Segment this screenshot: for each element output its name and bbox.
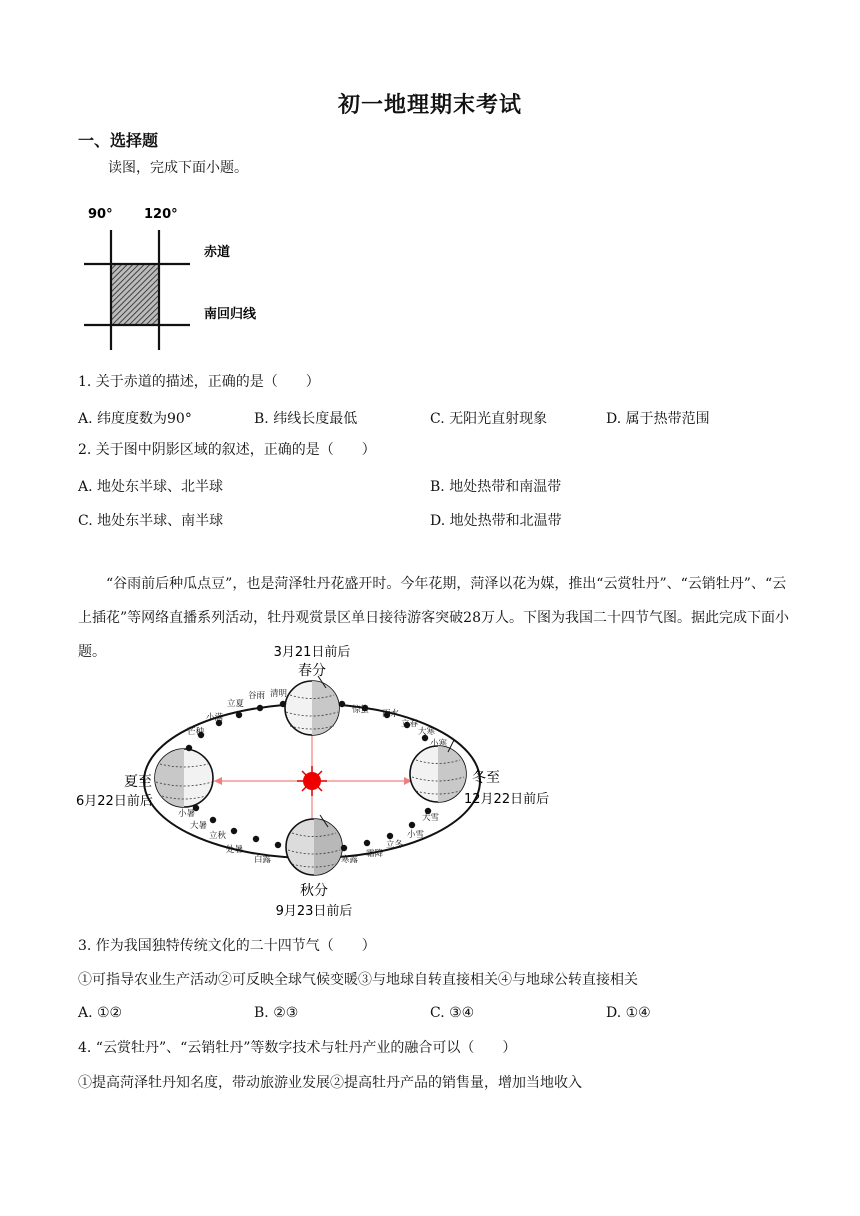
shaded-region <box>111 264 159 325</box>
question-3-stem: 3. 作为我国独特传统文化的二十四节气（ ） <box>78 938 376 954</box>
term-qingming: 清明 <box>270 689 288 699</box>
question-4-statements: ①提高菏泽牡丹知名度，带动旅游业发展②提高牡丹产品的销售量，增加当地收入 <box>78 1075 582 1091</box>
earth-autumn <box>286 815 342 875</box>
reading-passage: “谷雨前后种瓜点豆”，也是菏泽牡丹花盛开时。今年花期，菏泽以花为媒，推出“云赏牡丹”、“云销牡丹”、“云上插花”等网络直播系列活动，牡丹观赏景区单日接待游客突破28万人。下图为我国二十四节气图。据此完成下面小题。 <box>78 576 789 660</box>
term-daxue: 大雪 <box>422 813 440 823</box>
q2-option-a: A. 地处东半球、北半球 <box>78 479 224 495</box>
earth-winter <box>410 740 466 802</box>
equator-label: 赤道 <box>204 245 231 260</box>
q2-option-b: B. 地处热带和南温带 <box>430 479 562 495</box>
autumn-equinox-label: 秋分 <box>300 883 328 899</box>
winter-solstice-label: 冬至 <box>472 770 500 786</box>
q1-option-a: A. 纬度度数为90° <box>78 411 192 427</box>
q1-option-b: B. 纬线长度最低 <box>254 411 358 427</box>
term-hanlu: 寒露 <box>341 855 359 865</box>
term-bailu: 白露 <box>254 855 272 865</box>
spring-date-label: 3月21日前后 <box>273 645 351 660</box>
q2-option-d: D. 地处热带和北温带 <box>430 513 562 529</box>
term-jingzhe: 惊蛰 <box>352 705 370 715</box>
summer-date-label: 6月22日前后 <box>76 794 153 809</box>
term-dashu: 大暑 <box>190 821 208 831</box>
term-xiaoshu: 小暑 <box>178 809 196 819</box>
term-lichun: 立春 <box>401 719 419 729</box>
spring-equinox-label: 春分 <box>298 663 326 679</box>
question-2-stem: 2. 关于图中阴影区域的叙述，正确的是（ ） <box>78 442 376 458</box>
earth-summer <box>155 749 213 807</box>
term-xiaoxue: 小雪 <box>407 830 425 840</box>
tropic-label: 南回归线 <box>204 307 257 322</box>
term-guyu: 谷雨 <box>248 691 266 701</box>
term-chushu: 处暑 <box>226 845 244 855</box>
term-dahan: 大寒 <box>418 727 436 737</box>
autumn-date-label: 9月23日前后 <box>275 904 353 919</box>
sun-icon <box>297 766 327 796</box>
summer-solstice-label: 夏至 <box>124 774 152 790</box>
question-4-stem: 4. “云赏牡丹”、“云销牡丹”等数字技术与牡丹产业的融合可以（ ） <box>78 1040 517 1056</box>
term-shuangjiang: 霜降 <box>366 849 384 859</box>
term-mangzhong: 芒种 <box>187 727 205 737</box>
q3-option-a: A. ①② <box>78 1005 123 1021</box>
q3-option-d: D. ①④ <box>606 1005 651 1021</box>
term-xiaoman: 小满 <box>206 713 224 723</box>
q3-option-c: C. ③④ <box>430 1005 475 1021</box>
latitude-longitude-map <box>78 200 278 355</box>
longitude-90-label: 90° <box>88 207 113 222</box>
term-xiaohan: 小寒 <box>430 739 448 749</box>
term-liqiu: 立秋 <box>209 831 227 841</box>
question-1-stem: 1. 关于赤道的描述，正确的是（ ） <box>78 374 320 390</box>
q1-option-c: C. 无阳光直射现象 <box>430 411 548 427</box>
term-lidong: 立冬 <box>386 840 404 850</box>
longitude-120-label: 120° <box>144 207 178 222</box>
intro-text-1: 读图，完成下面小题。 <box>108 160 248 176</box>
term-lixia: 立夏 <box>227 699 245 709</box>
q2-option-c: C. 地处东半球、南半球 <box>78 513 224 529</box>
solar-terms-diagram <box>76 640 576 925</box>
q1-option-d: D. 属于热带范围 <box>606 411 710 427</box>
page-title: 初一地理期末考试 <box>337 93 522 118</box>
term-yushui: 雨水 <box>382 709 400 719</box>
winter-date-label: 12月22日前后 <box>464 792 550 807</box>
question-3-statements: ①可指导农业生产活动②可反映全球气候变暖③与地球自转直接相关④与地球公转直接相关 <box>78 972 638 988</box>
q3-option-b: B. ②③ <box>254 1005 299 1021</box>
section-heading: 一、选择题 <box>78 131 159 150</box>
earth-spring <box>285 676 339 735</box>
